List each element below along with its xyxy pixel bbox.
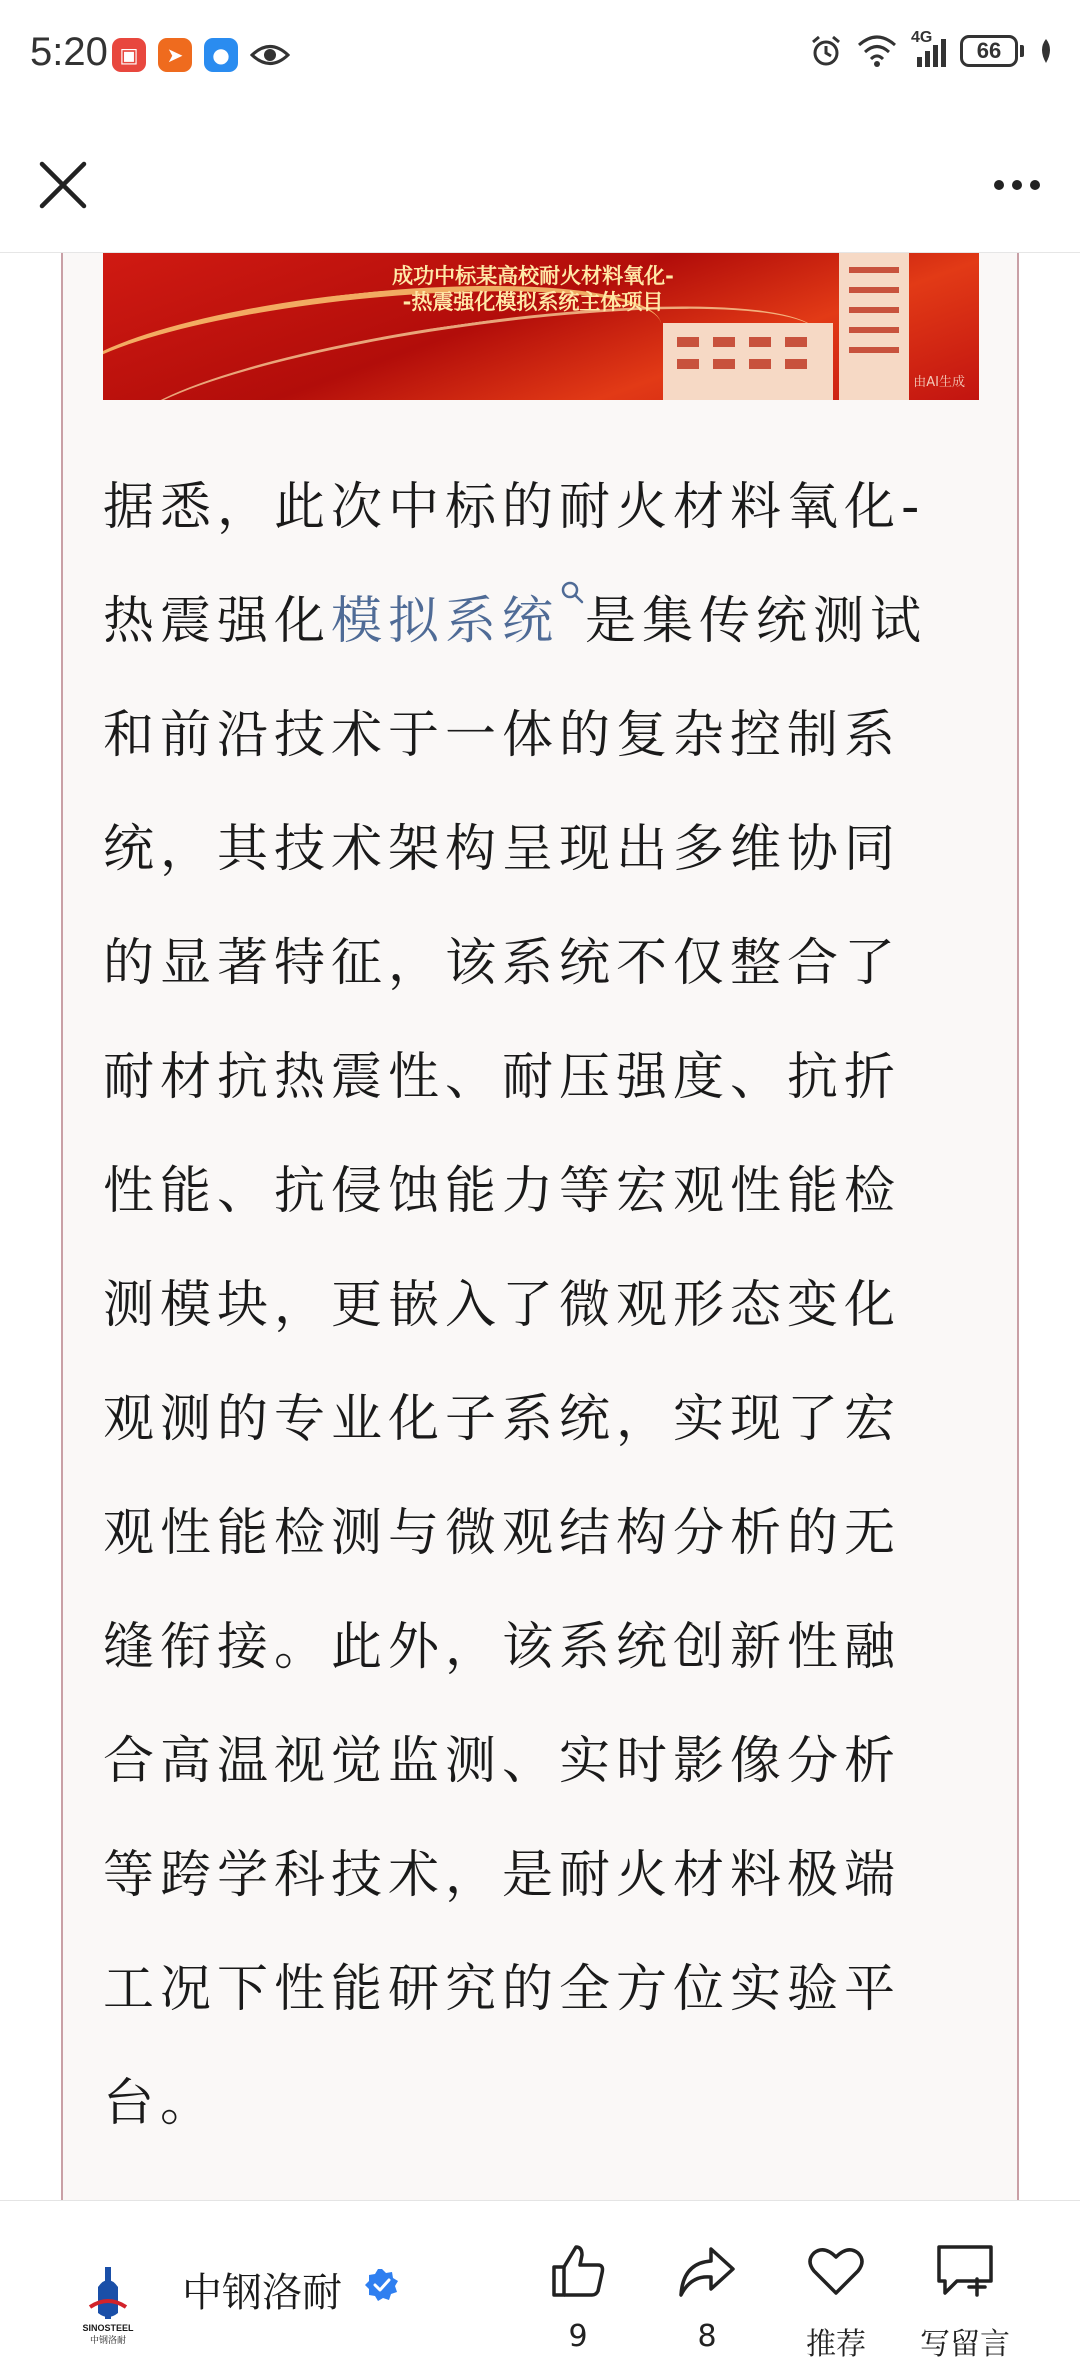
article-scroll-area[interactable] — [0, 253, 1080, 2200]
logo-text: SINOSTEEL — [82, 2323, 134, 2333]
account-name[interactable]: 中钢洛耐 — [182, 2270, 342, 2316]
share-count: 8 — [697, 2319, 717, 2354]
tower-graphic — [839, 253, 909, 400]
app-notification-icon: ➤ — [158, 38, 192, 72]
system-status-icons — [809, 29, 1054, 68]
app-notification-icon: ▣ — [112, 38, 146, 72]
article-line: 据悉，此次中标的耐火材料氧化- — [103, 478, 926, 537]
article-line — [103, 565, 983, 679]
banner-caption-line2: -热震强化模拟系统主体项目 — [402, 290, 664, 314]
article-line: 的显著特征，该系统不仅整合了 — [103, 934, 902, 993]
article-line: 观性能检测与微观结构分析的无 — [103, 1504, 902, 1563]
network-type: 4G — [911, 29, 933, 46]
sinosteel-logo-icon — [76, 2263, 140, 2347]
more-icon — [994, 180, 1004, 190]
search-icon[interactable] — [559, 579, 585, 605]
comment-add-icon — [933, 2241, 997, 2301]
heart-icon — [806, 2241, 866, 2301]
article-line: 等跨学科技术，是耐火材料极端 — [103, 1846, 902, 1905]
wifi-icon — [857, 35, 897, 67]
like-count: 9 — [568, 2319, 588, 2354]
verified-badge-icon — [364, 2267, 400, 2303]
article-line: 耐材抗热震性、耐压强度、抗折 — [103, 1048, 902, 1107]
banner-caption-line1: 成功中标某高校耐火材料氧化- — [392, 264, 674, 288]
close-icon — [32, 154, 94, 216]
keyword-search-link[interactable]: 模拟系统 — [331, 592, 560, 651]
banner-watermark: 由AI生成 — [913, 375, 965, 390]
article-line: 合高温视觉监测、实时影像分析 — [103, 1732, 902, 1791]
write-comment-label: 写留言 — [920, 2327, 1010, 2362]
article-line: 和前沿技术于一体的复杂控制系 — [103, 706, 902, 765]
article-line: 性能、抗侵蚀能力等宏观性能检 — [103, 1162, 902, 1221]
article-line: 缝衔接。此外，该系统创新性融 — [103, 1618, 902, 1677]
top-navigation-bar — [0, 118, 1080, 253]
battery-indicator — [960, 35, 1024, 67]
bottom-action-bar — [0, 2200, 1080, 2377]
battery-level: 66 — [960, 35, 1018, 67]
article-text: 是集传统测试 — [585, 592, 928, 651]
notification-icons — [112, 38, 290, 72]
recommend-label: 推荐 — [806, 2327, 866, 2362]
eye-icon — [250, 40, 290, 70]
article-line: 测模块，更嵌入了微观形态变化 — [103, 1276, 902, 1335]
cellular-signal-icon — [911, 29, 946, 67]
status-bar — [0, 0, 1080, 118]
article-line: 工况下性能研究的全方位实验平 — [103, 1960, 902, 2019]
article-body — [103, 451, 983, 2161]
message-notification-icon: ● — [204, 38, 238, 72]
share-button[interactable] — [657, 2241, 757, 2354]
building-graphic — [663, 323, 833, 400]
close-button[interactable] — [32, 154, 94, 216]
share-icon — [677, 2241, 737, 2301]
article-card — [61, 253, 1019, 2200]
article-banner-image — [103, 253, 979, 400]
like-button[interactable] — [528, 2241, 628, 2354]
account-logo[interactable] — [76, 2263, 140, 2347]
alarm-icon — [809, 34, 843, 68]
article-line: 观测的专业化子系统，实现了宏 — [103, 1390, 902, 1449]
article-text: 热震强化 — [103, 592, 332, 651]
more-options-button[interactable] — [982, 160, 1052, 210]
thumbs-up-icon — [548, 2241, 608, 2301]
banner-caption — [333, 263, 733, 315]
article-line: 台。 — [103, 2074, 218, 2133]
article-line: 统，其技术架构呈现出多维协同 — [103, 820, 902, 879]
write-comment-button[interactable] — [915, 2241, 1015, 2363]
recommend-button[interactable] — [786, 2241, 886, 2363]
status-time: 5:20 — [30, 30, 108, 74]
leaf-icon — [1038, 37, 1054, 65]
logo-subtext: 中钢洛耐 — [89, 2336, 127, 2346]
